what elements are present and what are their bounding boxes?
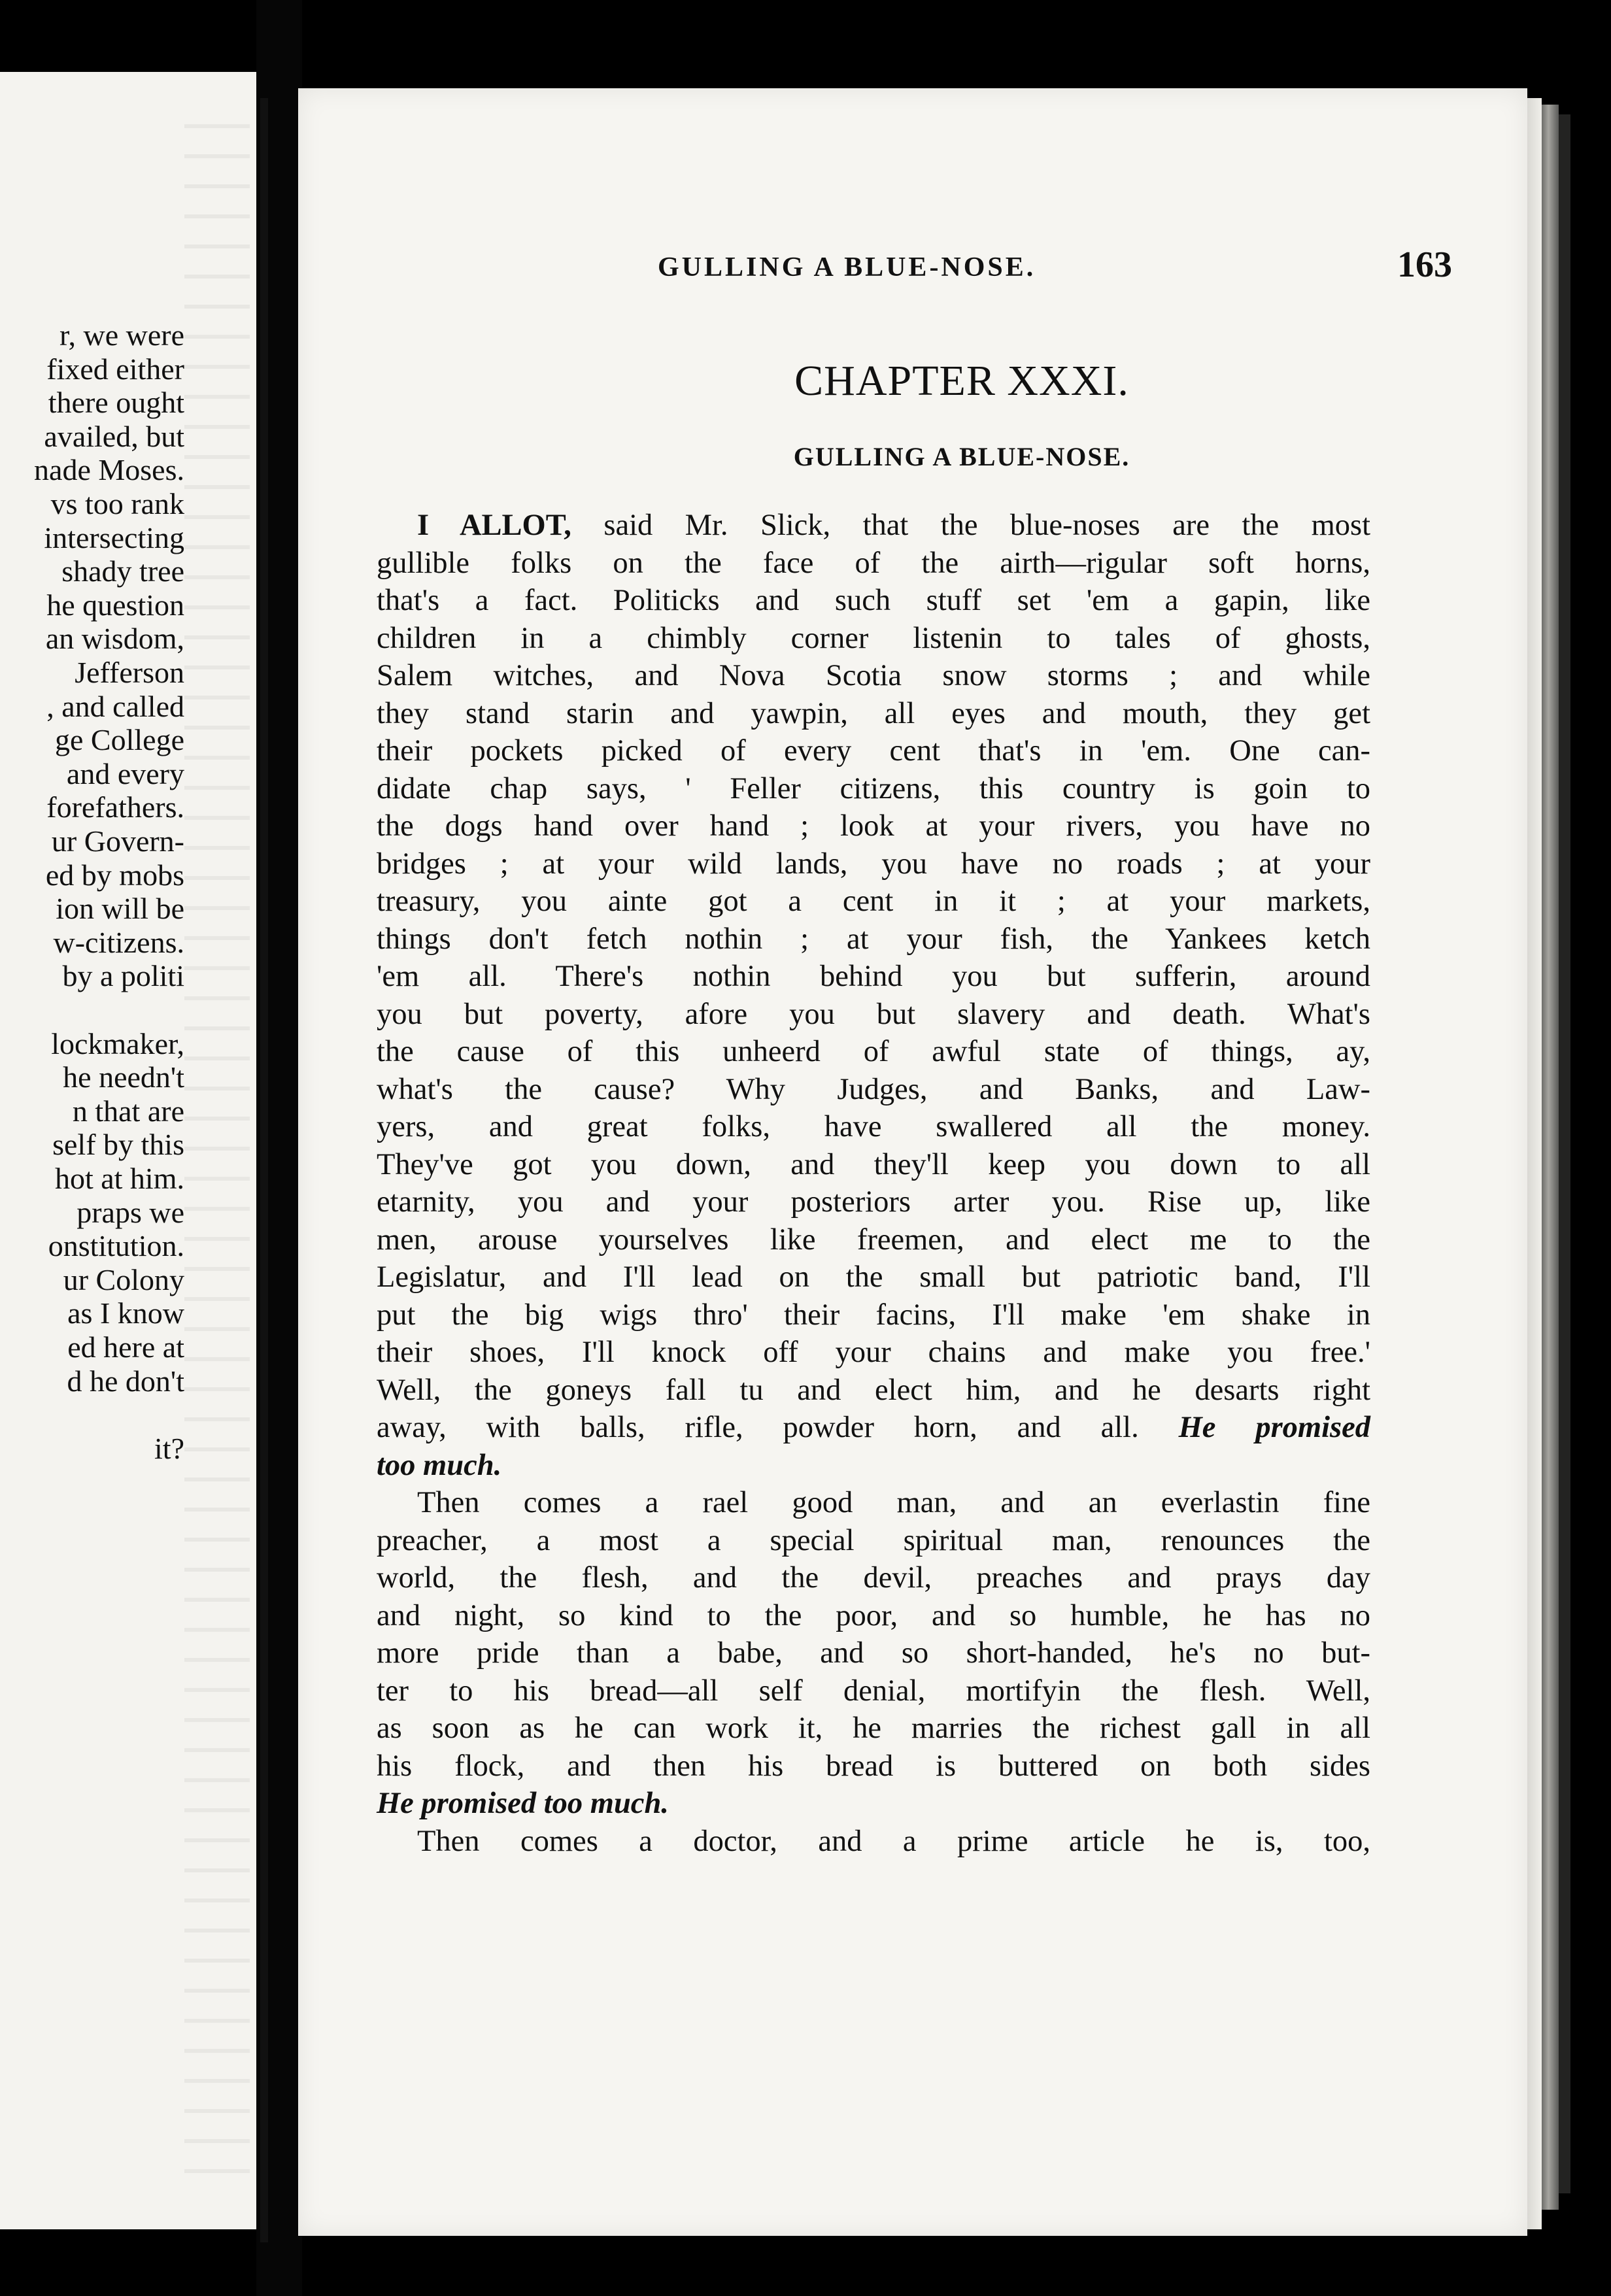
- previous-page-line: he needn't: [63, 1060, 184, 1094]
- paragraph-2-line: world, the flesh, and the devil, preaches and prays day: [377, 1561, 1370, 1595]
- page-edge-dark: [1559, 114, 1570, 2193]
- previous-page-line: an wisdom,: [45, 622, 184, 656]
- paragraph-1: [377, 545, 1370, 1410]
- paragraph-1-line: the cause of this unheerd of awful state of things, ay,: [377, 1035, 1370, 1068]
- previous-page-line: fixed either: [46, 352, 184, 386]
- previous-page-line: ge College: [55, 723, 184, 757]
- paragraph-1-line: etarnity, you and your posteriors arter you. Rise up, like: [377, 1185, 1370, 1219]
- penultimate-italic-text: He promised: [1178, 1411, 1370, 1444]
- paragraph-1-last-line: too much.: [377, 1448, 502, 1482]
- previous-page-line: onstitution.: [48, 1229, 184, 1263]
- current-page: [298, 88, 1527, 2236]
- paragraph-2-line: ter to his bread—all self denial, mortifyin the flesh. Well,: [377, 1674, 1370, 1708]
- previous-page-line: ur Govern-: [51, 824, 184, 858]
- previous-page-line: nade Moses.: [34, 453, 184, 487]
- previous-page-line: by a politi: [62, 959, 184, 993]
- paragraph-1-line: children in a chimbly corner listenin to tales of ghosts,: [377, 621, 1370, 655]
- previous-page-line: he question: [46, 588, 184, 622]
- paragraph-2-line: Then comes a rael good man, and an everlastin fine: [417, 1486, 1370, 1519]
- paragraph-3-line: Then comes a doctor, and a prime article he is, too,: [417, 1824, 1370, 1858]
- paragraph-1-line: didate chap says, ' Feller citizens, this country is goin to: [377, 771, 1370, 805]
- previous-page-line: there ought: [48, 386, 184, 420]
- previous-page-line: availed, but: [44, 419, 184, 453]
- previous-page-line: forefathers.: [46, 790, 184, 824]
- running-head: GULLING A BLUE-NOSE.: [658, 252, 1036, 282]
- paragraph-1-line: they stand starin and yawpin, all eyes and mouth, they get: [377, 696, 1370, 730]
- previous-page-line: as I know: [67, 1296, 184, 1330]
- previous-page-line: d he don't: [67, 1364, 184, 1398]
- previous-page-line: ur Colony: [63, 1262, 184, 1296]
- paragraph-2-line: more pride than a babe, and so short-handed, he's no but-: [377, 1636, 1370, 1670]
- previous-page-line: r, we were: [59, 318, 184, 352]
- paragraph-2-line: and night, so kind to the poor, and so humble, he has no: [377, 1598, 1370, 1632]
- paragraph-1-line: treasury, you ainte got a cent in it ; at your markets,: [377, 885, 1370, 918]
- previous-page-line: w-citizens.: [53, 925, 184, 959]
- paragraph-1-penultimate-line: [377, 1409, 1370, 1447]
- gutter-shadow: [260, 98, 268, 2242]
- previous-page-line: shady tree: [61, 554, 184, 588]
- paragraph-2-line: preacher, a most a special spiritual man, renounces the: [377, 1523, 1370, 1557]
- paragraph-1-line: Well, the goneys fall tu and elect him, and he desarts right: [377, 1373, 1370, 1407]
- paragraph-1-line: Legislatur, and I'll lead on the small but patriotic band, I'll: [377, 1260, 1370, 1294]
- page-number: 163: [1397, 245, 1452, 285]
- paragraph-1-line: bridges ; at your wild lands, you have no roads ; at your: [377, 847, 1370, 881]
- paragraph-1-line: They've got you down, and they'll keep you down to all: [377, 1147, 1370, 1181]
- previous-page-line: , and called: [46, 689, 184, 723]
- paragraph-2-line: as soon as he can work it, he marries the richest gall in all: [377, 1712, 1370, 1745]
- penultimate-plain-text: away, with balls, rifle, powder horn, and all.: [377, 1411, 1139, 1444]
- previous-page-line: ed by mobs: [45, 858, 184, 892]
- chapter-title: CHAPTER XXXI.: [794, 357, 1129, 405]
- paragraph-2: [377, 1484, 1370, 1785]
- previous-page-line: self by this: [52, 1128, 184, 1162]
- paragraph-1-line: men, arouse yourselves like freemen, and elect me to the: [377, 1223, 1370, 1257]
- previous-page-line: and every: [66, 756, 184, 790]
- first-line-rest: said Mr. Slick, that the blue-noses are the most: [603, 509, 1371, 542]
- drop-word: I ALLOT,: [417, 509, 571, 542]
- paragraph-1-line: their shoes, I'll knock off your chains and make you free.': [377, 1336, 1370, 1369]
- page-edge-light: [1527, 98, 1542, 2229]
- previous-page-line: it?: [154, 1431, 184, 1465]
- paragraph-2-last-line: He promised too much.: [377, 1787, 669, 1820]
- previous-page-line: hot at him.: [54, 1162, 184, 1195]
- body-text: [377, 507, 1370, 1860]
- paragraph-1-line: the dogs hand over hand ; look at your rivers, you have no: [377, 809, 1370, 843]
- paragraph-1-line: 'em all. There's nothin behind you but sufferin, around: [377, 960, 1370, 993]
- previous-page-line: lockmaker,: [51, 1026, 184, 1060]
- previous-page-line: n that are: [72, 1094, 184, 1128]
- paragraph-1-line: yers, and great folks, have swallered all the money.: [377, 1110, 1370, 1143]
- paragraph-1-line: their pockets picked of every cent that's in 'em. One can-: [377, 734, 1370, 768]
- paragraph-1-line: gullible folks on the face of the airth—rigular soft horns,: [377, 546, 1370, 580]
- previous-page-line: intersecting: [44, 520, 184, 554]
- previous-page-line: ion will be: [56, 892, 184, 926]
- page-edge-stack: [1542, 105, 1559, 2210]
- previous-page-line: vs too rank: [50, 487, 184, 520]
- paragraph-1-line: Salem witches, and Nova Scotia snow storms ; and while: [377, 659, 1370, 692]
- paragraph-2-line: his flock, and then his bread is buttered on both sides: [377, 1749, 1370, 1783]
- previous-page-line: Jefferson: [75, 656, 184, 689]
- previous-page-line: ed here at: [67, 1330, 184, 1364]
- previous-page-line: praps we: [76, 1195, 184, 1229]
- paragraph-1-line: put the big wigs thro' their facins, I'll make 'em shake in: [377, 1298, 1370, 1332]
- section-title: GULLING A BLUE-NOSE.: [793, 442, 1130, 471]
- paragraph-1-line: things don't fetch nothin ; at your fish, the Yankees ketch: [377, 922, 1370, 956]
- bleed-through: [184, 98, 250, 2190]
- paragraph-1-line: you but poverty, afore you but slavery and death. What's: [377, 997, 1370, 1031]
- paragraph-1-line: that's a fact. Politicks and such stuff set 'em a gapin, like: [377, 584, 1370, 617]
- paragraph-1-line-1: [377, 507, 1370, 545]
- paragraph-1-line: what's the cause? Why Judges, and Banks, and Law-: [377, 1072, 1370, 1106]
- previous-page-fragment: [0, 72, 256, 2229]
